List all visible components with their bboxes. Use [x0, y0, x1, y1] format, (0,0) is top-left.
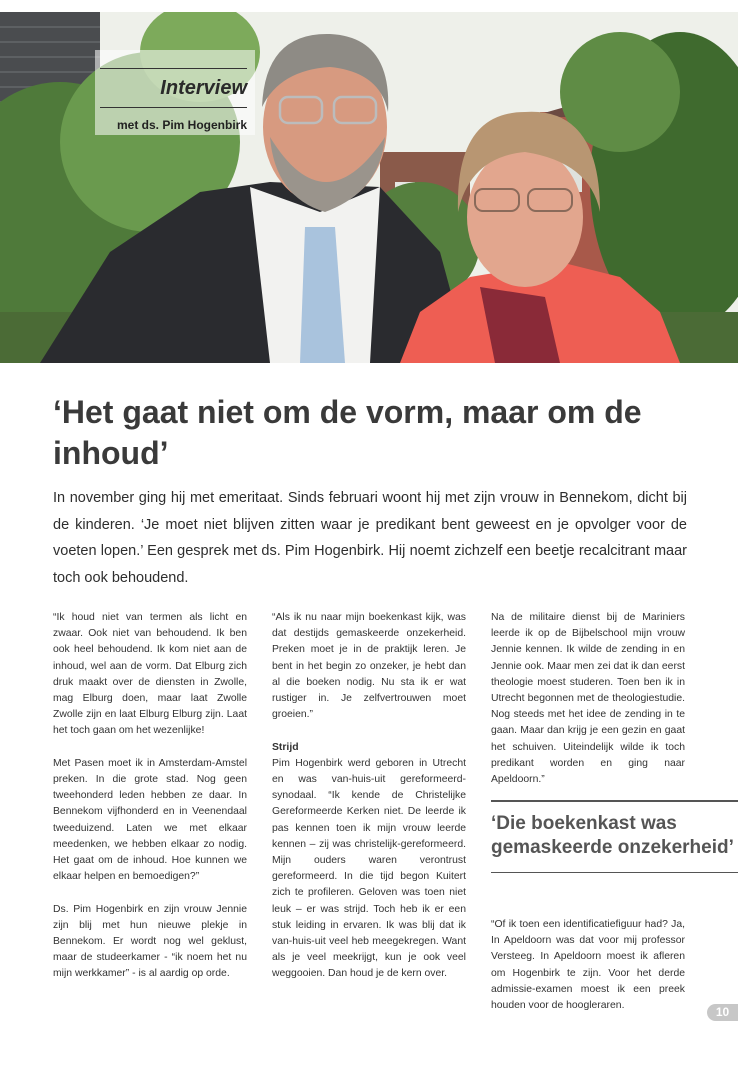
- column-2: [272, 610, 466, 983]
- photo-illustration: [0, 12, 738, 363]
- pull-quote: [491, 800, 738, 873]
- pull-quote-rule-bottom: [491, 872, 738, 874]
- page-number: 10: [707, 1004, 738, 1021]
- column-2-paragraph: “Als ik nu naar mijn boekenkast kijk, was dat destijds gemaskeerde onzekerheid. Preken moet je in de praktijk leren. Je bent in het begin zo onzeker, je hebt dan al die boeken nodig. Nu sta ik er wat rustiger in. Je zelfvertrouwen moet groeien.”: [272, 612, 466, 721]
- pull-quote-text: ‘Die boekenkast was gemaskeerde onzekerheid’: [491, 812, 734, 858]
- column-2-paragraph: Pim Hogenbirk werd geboren in Utrecht en was van-huis-uit gereformeerd-synodaal. “Ik kende de Christelijke Gereformeerde Kerken niet. De leerde ik pas kennen toen ik mijn vrouw leerde kennen – zij was christelijk-gereformeerd. Mijn ouders waren verontrust gereformeerd. In die tijd begon Kuitert zich te profileren. Geloven was toen niet leuk – er was strijd. Toch heb ik er een stuk leiding in ervaren. Ik was blij dat ik van-huis-uit veel heb meegekregen. Want als je veel meekrijgt, kun je ook veel weggooien. Dan houd je de kern over.: [272, 757, 466, 980]
- column-1-paragraph: “Ik houd niet van termen als licht en zwaar. Ook niet van behoudend. Ik ben ook heel behoudend. Ik kom niet aan de inhoud, wel aan de vorm. Dat Elburg zich druk maakt over de diensten in Zwolle, mag Elburg doen, maar laat Zwolle Zwolle zijn en laat Elburg Elburg zijn. Laat het toch gaan om het wezenlijke!: [53, 612, 247, 737]
- article-title: ‘Het gaat niet om de vorm, maar om de inhoud’: [53, 394, 642, 471]
- interview-subject: met ds. Pim Hogenbirk: [116, 118, 247, 132]
- section-kicker: Interview: [160, 77, 247, 99]
- column-3-paragraph: “Of ik toen een identificatiefiguur had? Ja, In Apeldoorn was dat voor mij professor Versteeg. In Apeldoorn moest ik afleren om Hogenbirk te zijn. Voor het derde admissie-examen moest ik een preek houden voor de hoogleraren.: [491, 919, 685, 1012]
- column-3-continued: [491, 917, 685, 1014]
- subheading-strijd: Strijd: [272, 741, 299, 753]
- column-3-paragraph: Na de militaire dienst bij de Mariniers leerde ik op de Bijbelschool mijn vrouw Jennie kennen. Ik wilde de zending in en Jennie ook. Maar men zei dat ik dan eerst theologie moest studeren. Toen ben ik in Utrecht begonnen met de theologiestudie. Nog steeds met het idee de zending in te gaan. Maar dan krijg je een gezin en gaat het schuiven. Uiteindelijk wilde ik toch predikant worden en ging naar Apeldoorn.”: [491, 612, 685, 786]
- label-rule-bottom: [100, 107, 247, 108]
- column-1-paragraph: Met Pasen moet ik in Amsterdam-Amstel preken. In die grote stad. Nog geen tweehonderd leden hebben ze daar. In Bennekom vijfhonderd en in Veenendaal tweeduizend. Laten we met elkaar meedenken, we hebben elkaar zo nodig. Het gaat om de inhoud. Hoe kunnen we elkaar helpen en bemoedigen?”: [53, 757, 247, 883]
- column-1-paragraph: Ds. Pim Hogenbirk en zijn vrouw Jennie zijn blij met hun nieuwe plekje in Bennekom. Er wordt nog wel geklust, maar de studeerkamer - “ik noem het nu mijn werkkamer” - is al aardig op orde.: [53, 903, 247, 980]
- interview-label: [100, 68, 247, 132]
- column-3: [491, 610, 685, 788]
- header-photo: [0, 12, 738, 363]
- article-intro: In november ging hij met emeritaat. Sinds februari woont hij met zijn vrouw in Bennekom, dicht bij de kinderen. ‘Je moet niet blijven zitten waar je predikant bent geweest en je opvolger voor de voeten lopen.’ Een gesprek met ds. Pim Hogenbirk. Hij noemt zichzelf een beetje recalcitrant maar toch ook behoudend.: [53, 490, 687, 586]
- column-1: [53, 610, 247, 983]
